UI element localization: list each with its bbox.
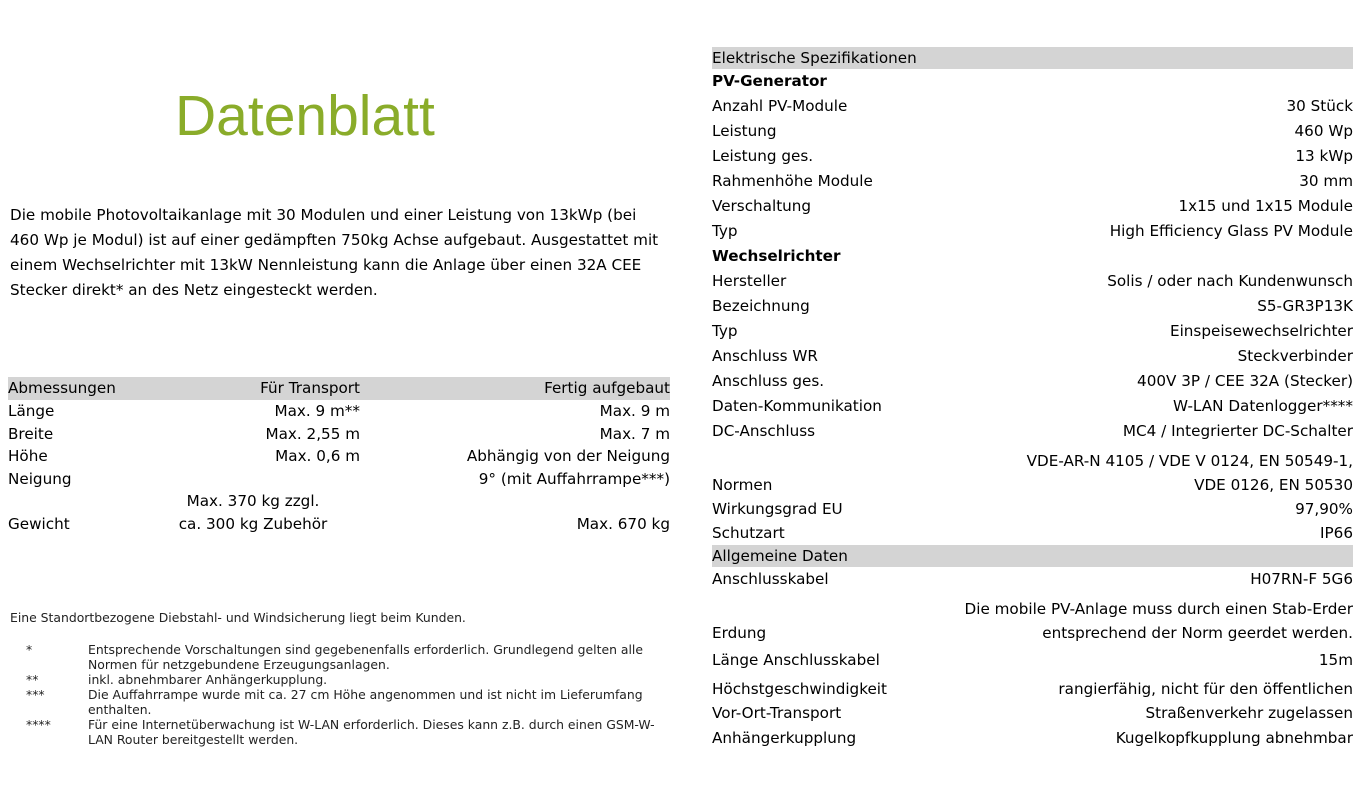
row-label: Höhe: [8, 447, 48, 465]
spec-row: [712, 419, 1353, 444]
spec-value-line: rangierfähig, nicht für den öffentlichen: [1058, 680, 1353, 698]
spec-value: Solis / oder nach Kundenwunsch: [1107, 272, 1353, 290]
built-value: Abhängig von der Neigung: [466, 447, 670, 465]
spec-label: Hersteller: [712, 272, 787, 290]
built-value: 9° (mit Auffahrrampe***): [478, 469, 670, 488]
built-header: Fertig aufgebaut: [544, 379, 670, 397]
transport-value: [136, 468, 360, 491]
section-header-label: Allgemeine Daten: [712, 547, 848, 565]
dimensions-header: Abmessungen: [8, 379, 116, 397]
section-header-label: Elektrische Spezifikationen: [712, 49, 917, 67]
footnote-text: Entsprechende Vorschaltungen sind gegebenenfalls erforderlich. Grundlegend gelten alle Normen für netzgebundene Erzeugungsanlagen.: [88, 642, 643, 672]
spec-label: Anzahl PV-Module: [712, 97, 848, 115]
subsection-title-label: PV-Generator: [712, 72, 827, 90]
spec-row: [712, 119, 1353, 144]
spec-row: [712, 567, 1353, 592]
page-title: Datenblatt: [175, 84, 435, 148]
spec-row: [712, 144, 1353, 169]
built-value: Max. 670 kg: [576, 514, 670, 533]
built-value: Max. 7 m: [599, 424, 670, 443]
footnote: [10, 717, 670, 747]
footnote: [10, 672, 670, 687]
intro-paragraph: Die mobile Photovoltaikanlage mit 30 Modulen und einer Leistung von 13kWp (bei 460 Wp je Modul) ist auf einer gedämpften 750kg Achse aufgebaut. Ausgestattet mit einem Wechselrichter mit 13kW Nennleistung kann die Anlage über einen 32A CEE Stecker direkt* an des Netz eingesteckt werden.: [10, 206, 659, 299]
spec-value: H07RN-F 5G6: [1250, 570, 1353, 588]
footnote-mark: **: [26, 672, 39, 687]
spec-value-line: Straßenverkehr zugelassen: [1145, 704, 1353, 722]
spec-value: 1x15 und 1x15 Module: [1178, 197, 1353, 215]
dimensions-header-row: [8, 377, 670, 400]
spec-row: [712, 269, 1353, 294]
spec-label: Anhängerkupplung: [712, 729, 857, 747]
footnote: [10, 687, 670, 717]
dimensions-table: [8, 377, 670, 535]
spec-label: Anschluss WR: [712, 347, 818, 365]
spec-value: 30 mm: [1299, 172, 1353, 190]
table-row: [8, 445, 670, 468]
spec-row: [712, 522, 1353, 545]
spec-row: [712, 369, 1353, 394]
spec-row: [712, 169, 1353, 194]
spec-label: Wirkungsgrad EU: [712, 500, 843, 518]
spec-value-line: VDE-AR-N 4105 / VDE V 0124, EN 50549-1,: [1026, 452, 1353, 470]
spec-row: [712, 194, 1353, 219]
spec-label: Typ: [712, 322, 738, 340]
spec-label: Daten-Kommunikation: [712, 397, 882, 415]
spec-label: Schutzart: [712, 524, 785, 542]
section-header: [712, 47, 1353, 69]
spec-value: S5-GR3P13K: [1257, 297, 1353, 315]
row-label: Neigung: [8, 469, 72, 488]
table-row: [8, 423, 670, 446]
spec-row: [712, 592, 1353, 645]
spec-row: [712, 497, 1353, 522]
row-label: Länge: [8, 402, 55, 420]
spec-label: Leistung: [712, 122, 777, 140]
transport-value: Max. 0,6 m: [275, 447, 360, 465]
spec-value: Einspeisewechselrichter: [1169, 322, 1353, 340]
spec-label: Anschlusskabel: [712, 570, 829, 588]
section-header: [712, 545, 1353, 567]
spec-value: MC4 / Integrierter DC-Schalter: [1122, 422, 1353, 440]
spec-row: [712, 94, 1353, 119]
footnote-mark: ***: [26, 687, 45, 702]
spec-value: 400V 3P / CEE 32A (Stecker): [1137, 372, 1353, 390]
spec-row: [712, 645, 1353, 675]
footnote-text: inkl. abnehmbarer Anhängerkupplung.: [88, 672, 328, 687]
spec-row: [712, 319, 1353, 344]
spec-value: IP66: [1320, 524, 1353, 542]
spec-value: 30 Stück: [1286, 97, 1353, 115]
spec-value: 15m: [1318, 651, 1353, 669]
spec-value: 460 Wp: [1294, 122, 1353, 140]
spec-row: [712, 725, 1353, 752]
specifications-table: [712, 47, 1353, 752]
subsection-title-label: Wechselrichter: [712, 247, 841, 265]
spec-row: [712, 444, 1353, 497]
table-row: [8, 400, 670, 423]
subsection-title: [712, 69, 1353, 94]
spec-value-line: entsprechend der Norm geerdet werden.: [1042, 624, 1353, 642]
general-note: Eine Standortbezogene Diebstahl- und Windsicherung liegt beim Kunden.: [10, 610, 466, 625]
transport-value-line: ca. 300 kg Zubehör: [178, 514, 328, 533]
spec-value-line: Die mobile PV-Anlage muss durch einen Stab-Erder: [964, 600, 1353, 618]
spec-value: [1058, 675, 1353, 725]
subsection-title: [712, 244, 1353, 269]
spec-value: W-LAN Datenlogger****: [1173, 397, 1353, 415]
spec-label: Verschaltung: [712, 197, 812, 215]
footnote-text: Die Auffahrrampe wurde mit ca. 27 cm Höhe angenommen und ist nicht im Lieferumfang enthalten.: [88, 687, 643, 717]
spec-value: 97,90%: [1295, 500, 1353, 518]
footnote-mark: ****: [26, 717, 51, 732]
spec-label: Bezeichnung: [712, 297, 810, 315]
footnote: [10, 642, 670, 672]
spec-label: Leistung ges.: [712, 147, 814, 165]
spec-label: Rahmenhöhe Module: [712, 172, 873, 190]
spec-label: DC-Anschluss: [712, 422, 816, 440]
transport-value-line: Max. 370 kg zzgl.: [186, 492, 320, 510]
table-row: [8, 468, 670, 491]
spec-row: [712, 294, 1353, 319]
transport-header: Für Transport: [260, 379, 360, 397]
spec-label-line: Höchstgeschwindigkeit: [712, 680, 887, 698]
spec-row: [712, 344, 1353, 369]
transport-value: Max. 9 m**: [274, 402, 360, 420]
spec-value: Kugelkopfkupplung abnehmbar: [1115, 729, 1353, 747]
spec-row: [712, 675, 1353, 725]
spec-value: 13 kWp: [1295, 147, 1353, 165]
spec-value: Steckverbinder: [1237, 347, 1353, 365]
footnote-text: Für eine Internetüberwachung ist W-LAN erforderlich. Dieses kann z.B. durch einen GSM-W-LAN Router bereitgestellt werden.: [88, 717, 655, 747]
spec-label: Normen: [712, 476, 773, 494]
spec-value: [965, 597, 1353, 645]
row-label: Breite: [8, 424, 54, 443]
transport-value: [136, 490, 360, 535]
table-row: [8, 490, 670, 535]
spec-row: [712, 219, 1353, 244]
spec-label-line: Vor-Ort-Transport: [712, 704, 842, 722]
spec-label: Typ: [712, 222, 738, 240]
footnote-mark: *: [26, 642, 33, 657]
spec-label: Erdung: [712, 624, 767, 642]
spec-row: [712, 394, 1353, 419]
transport-value: Max. 2,55 m: [265, 424, 360, 443]
spec-label: [712, 675, 887, 725]
spec-value: [1027, 449, 1353, 497]
row-label: Gewicht: [8, 514, 70, 533]
spec-label: Länge Anschlusskabel: [712, 651, 880, 669]
spec-value-line: VDE 0126, EN 50530: [1194, 476, 1353, 494]
built-value: Max. 9 m: [599, 402, 670, 420]
spec-label: Anschluss ges.: [712, 372, 825, 390]
spec-value: High Efficiency Glass PV Module: [1109, 222, 1353, 240]
notes: [10, 610, 670, 747]
